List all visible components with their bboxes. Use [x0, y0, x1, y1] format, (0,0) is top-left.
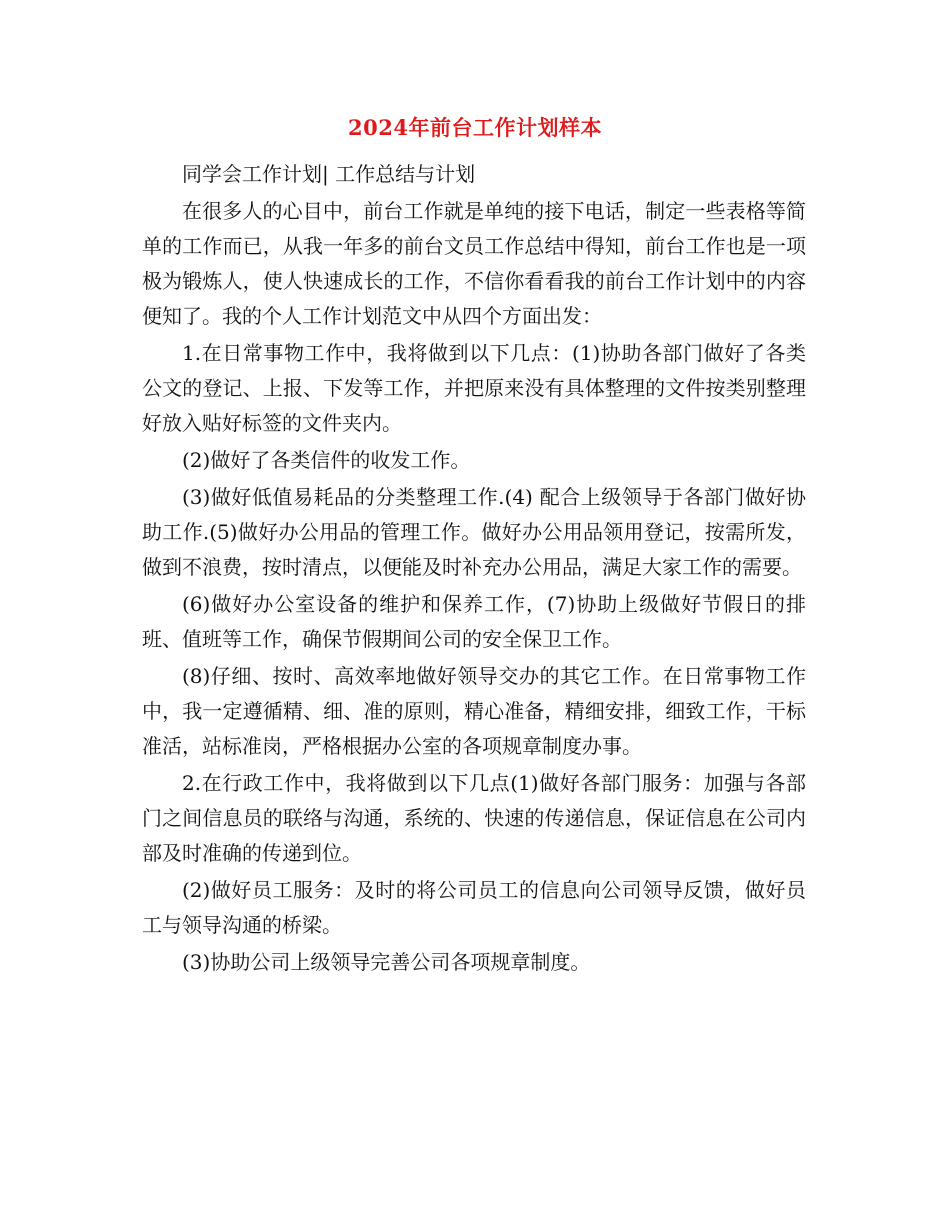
paragraph-administration: 2.在行政工作中，我将做到以下几点(1)做好各部门服务：加强与各部门之间信息员的联络与沟通，系统的、快速的传递信息，保证信息在公司内部及时准确的传递到位。 — [142, 771, 806, 865]
paragraph-intro: 在很多人的心目中，前台工作就是单纯的接下电话，制定一些表格等简单的工作而已，从我一年多的前台文员工作总结中得知，前台工作也是一项极为锻炼人，使人快速成长的工作，不信你看看我的前台工作计划中的内容便知了。我的个人工作计划范文中从四个方面出发： — [142, 199, 806, 328]
paragraph-daily-work: 1.在日常事物工作中，我将做到以下几点：(1)协助各部门做好了各类公文的登记、上报、下发等工作，并把原来没有具体整理的文件按类别整理好放入贴好标签的文件夹内。 — [142, 341, 806, 435]
paragraph-staff-service: (2)做好员工服务：及时的将公司员工的信息向公司领导反馈，做好员工与领导沟通的桥梁。 — [142, 878, 806, 937]
paragraph-regulations: (3)协助公司上级领导完善公司各项规章制度。 — [182, 950, 591, 974]
paragraph-equipment: (6)做好办公室设备的维护和保养工作，(7)协助上级做好节假日的排班、值班等工作，确保节假期间公司的安全保卫工作。 — [142, 592, 806, 651]
document-title: 2024年前台工作计划样本 — [348, 115, 602, 140]
document-body — [142, 157, 806, 982]
paragraph-letters: (2)做好了各类信件的收发工作。 — [182, 448, 471, 472]
paragraph-subtitle: 同学会工作计划| 工作总结与计划 — [182, 162, 476, 186]
paragraph-supplies: (3)做好低值易耗品的分类整理工作.(4) 配合上级领导于各部门做好协助工作.(5)做好办公用品的管理工作。做好办公用品领用登记，按需所发，做到不浪费，按时清点，以便能及时补充办公用品，满足大家工作的需要。 — [142, 485, 806, 579]
paragraph-assigned-work: (8)仔细、按时、高效率地做好领导交办的其它工作。在日常事物工作中，我一定遵循精、细、准的原则，精心准备，精细安排，细致工作，干标准活，站标准岗，严格根据办公室的各项规章制度办事。 — [142, 664, 806, 758]
